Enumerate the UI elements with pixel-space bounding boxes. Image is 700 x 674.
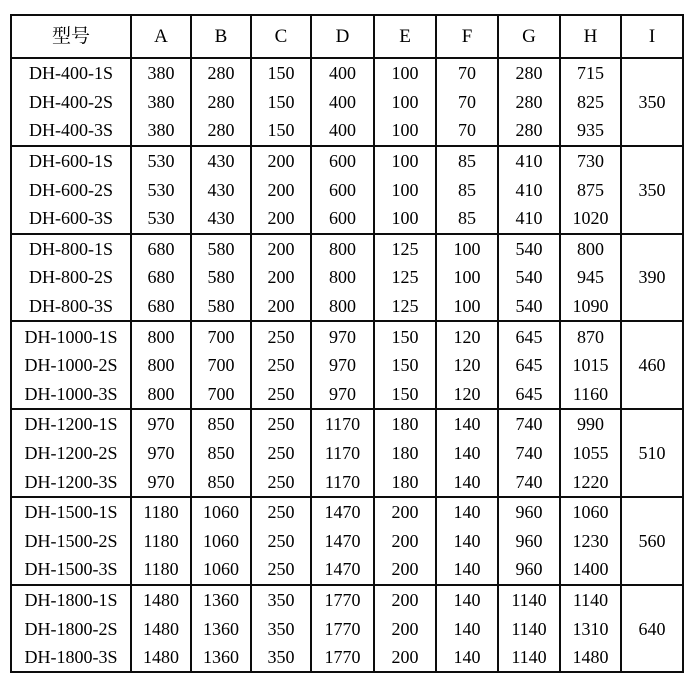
value-cell: 250 <box>251 497 311 527</box>
value-cell: 645 <box>498 321 560 351</box>
value-cell: 645 <box>498 380 560 410</box>
table-row <box>11 467 683 497</box>
model-cell: DH-1200-2S <box>11 439 131 468</box>
value-cell: 730 <box>560 146 621 176</box>
value-cell: 430 <box>191 175 251 204</box>
model-cell: DH-400-2S <box>11 88 131 117</box>
value-cell: 1060 <box>191 555 251 585</box>
value-cell: 1180 <box>131 497 191 527</box>
value-cell: 180 <box>374 467 436 497</box>
value-cell: 1140 <box>560 585 621 615</box>
model-cell: DH-400-3S <box>11 116 131 146</box>
value-cell: 740 <box>498 409 560 439</box>
model-cell: DH-1200-3S <box>11 467 131 497</box>
value-cell: 1060 <box>191 497 251 527</box>
value-cell: 125 <box>374 292 436 322</box>
i-value-cell: 460 <box>621 321 683 409</box>
value-cell: 200 <box>251 146 311 176</box>
value-cell: 1015 <box>560 351 621 380</box>
value-cell: 1400 <box>560 555 621 585</box>
value-cell: 100 <box>436 292 498 322</box>
value-cell: 200 <box>251 234 311 264</box>
value-cell: 1360 <box>191 585 251 615</box>
value-cell: 380 <box>131 88 191 117</box>
value-cell: 430 <box>191 146 251 176</box>
table-row <box>11 146 683 176</box>
model-cell: DH-1500-1S <box>11 497 131 527</box>
table-row <box>11 497 683 527</box>
value-cell: 150 <box>251 116 311 146</box>
model-cell: DH-1800-2S <box>11 614 131 643</box>
value-cell: 600 <box>311 204 374 234</box>
value-cell: 580 <box>191 292 251 322</box>
value-cell: 600 <box>311 175 374 204</box>
value-cell: 800 <box>311 292 374 322</box>
value-cell: 140 <box>436 439 498 468</box>
value-cell: 250 <box>251 467 311 497</box>
value-cell: 990 <box>560 409 621 439</box>
value-cell: 970 <box>311 321 374 351</box>
value-cell: 250 <box>251 555 311 585</box>
column-header: F <box>436 15 498 58</box>
value-cell: 430 <box>191 204 251 234</box>
value-cell: 960 <box>498 497 560 527</box>
value-cell: 100 <box>374 204 436 234</box>
value-cell: 250 <box>251 380 311 410</box>
model-cell: DH-600-2S <box>11 175 131 204</box>
column-header: E <box>374 15 436 58</box>
value-cell: 250 <box>251 439 311 468</box>
value-cell: 540 <box>498 263 560 292</box>
value-cell: 200 <box>374 555 436 585</box>
value-cell: 1170 <box>311 467 374 497</box>
value-cell: 70 <box>436 116 498 146</box>
table-row <box>11 439 683 468</box>
value-cell: 1180 <box>131 527 191 556</box>
value-cell: 1055 <box>560 439 621 468</box>
value-cell: 280 <box>191 116 251 146</box>
value-cell: 140 <box>436 467 498 497</box>
value-cell: 200 <box>374 585 436 615</box>
value-cell: 1060 <box>191 527 251 556</box>
column-header: C <box>251 15 311 58</box>
value-cell: 410 <box>498 204 560 234</box>
model-cell: DH-800-1S <box>11 234 131 264</box>
model-column-header: 型号 <box>11 15 131 58</box>
model-spec-table <box>10 14 684 673</box>
table-row <box>11 527 683 556</box>
column-header: B <box>191 15 251 58</box>
value-cell: 1480 <box>131 585 191 615</box>
table-row <box>11 263 683 292</box>
i-value-cell: 510 <box>621 409 683 497</box>
value-cell: 140 <box>436 409 498 439</box>
value-cell: 800 <box>131 380 191 410</box>
table-row <box>11 380 683 410</box>
value-cell: 140 <box>436 497 498 527</box>
value-cell: 1060 <box>560 497 621 527</box>
value-cell: 530 <box>131 146 191 176</box>
value-cell: 870 <box>560 321 621 351</box>
value-cell: 700 <box>191 351 251 380</box>
value-cell: 945 <box>560 263 621 292</box>
model-cell: DH-1000-2S <box>11 351 131 380</box>
value-cell: 350 <box>251 643 311 673</box>
value-cell: 120 <box>436 321 498 351</box>
value-cell: 280 <box>498 58 560 88</box>
table-row <box>11 292 683 322</box>
value-cell: 680 <box>131 292 191 322</box>
model-cell: DH-1200-1S <box>11 409 131 439</box>
value-cell: 1170 <box>311 409 374 439</box>
model-cell: DH-600-1S <box>11 146 131 176</box>
value-cell: 645 <box>498 351 560 380</box>
value-cell: 600 <box>311 146 374 176</box>
table-row <box>11 585 683 615</box>
value-cell: 1170 <box>311 439 374 468</box>
value-cell: 200 <box>251 263 311 292</box>
value-cell: 140 <box>436 527 498 556</box>
value-cell: 970 <box>311 380 374 410</box>
value-cell: 715 <box>560 58 621 88</box>
model-cell: DH-1000-3S <box>11 380 131 410</box>
value-cell: 850 <box>191 409 251 439</box>
table-row <box>11 58 683 88</box>
value-cell: 1140 <box>498 643 560 673</box>
table-row <box>11 116 683 146</box>
value-cell: 1770 <box>311 643 374 673</box>
value-cell: 100 <box>374 116 436 146</box>
value-cell: 250 <box>251 409 311 439</box>
model-cell: DH-1800-3S <box>11 643 131 673</box>
value-cell: 960 <box>498 555 560 585</box>
value-cell: 120 <box>436 351 498 380</box>
value-cell: 180 <box>374 439 436 468</box>
value-cell: 250 <box>251 527 311 556</box>
value-cell: 935 <box>560 116 621 146</box>
value-cell: 140 <box>436 643 498 673</box>
value-cell: 1360 <box>191 643 251 673</box>
i-value-cell: 350 <box>621 58 683 146</box>
value-cell: 410 <box>498 146 560 176</box>
value-cell: 875 <box>560 175 621 204</box>
table-row <box>11 555 683 585</box>
value-cell: 1230 <box>560 527 621 556</box>
value-cell: 540 <box>498 292 560 322</box>
value-cell: 200 <box>251 204 311 234</box>
model-cell: DH-1800-1S <box>11 585 131 615</box>
value-cell: 700 <box>191 321 251 351</box>
table-row <box>11 614 683 643</box>
value-cell: 410 <box>498 175 560 204</box>
value-cell: 120 <box>436 380 498 410</box>
value-cell: 250 <box>251 351 311 380</box>
value-cell: 140 <box>436 555 498 585</box>
value-cell: 540 <box>498 234 560 264</box>
value-cell: 400 <box>311 58 374 88</box>
i-value-cell: 350 <box>621 146 683 234</box>
value-cell: 1470 <box>311 497 374 527</box>
value-cell: 150 <box>374 321 436 351</box>
value-cell: 580 <box>191 263 251 292</box>
value-cell: 70 <box>436 88 498 117</box>
header-row <box>11 15 683 58</box>
value-cell: 280 <box>498 88 560 117</box>
value-cell: 250 <box>251 321 311 351</box>
value-cell: 1310 <box>560 614 621 643</box>
value-cell: 680 <box>131 234 191 264</box>
value-cell: 125 <box>374 234 436 264</box>
column-header: A <box>131 15 191 58</box>
value-cell: 530 <box>131 175 191 204</box>
value-cell: 1470 <box>311 555 374 585</box>
model-cell: DH-400-1S <box>11 58 131 88</box>
value-cell: 100 <box>374 146 436 176</box>
value-cell: 1360 <box>191 614 251 643</box>
spec-table-container <box>10 14 684 673</box>
model-cell: DH-1000-1S <box>11 321 131 351</box>
value-cell: 1770 <box>311 614 374 643</box>
value-cell: 200 <box>251 292 311 322</box>
value-cell: 100 <box>436 263 498 292</box>
model-cell: DH-600-3S <box>11 204 131 234</box>
value-cell: 1140 <box>498 585 560 615</box>
table-row <box>11 643 683 673</box>
value-cell: 70 <box>436 58 498 88</box>
model-cell: DH-1500-2S <box>11 527 131 556</box>
table-row <box>11 204 683 234</box>
value-cell: 125 <box>374 263 436 292</box>
value-cell: 740 <box>498 467 560 497</box>
value-cell: 1020 <box>560 204 621 234</box>
value-cell: 580 <box>191 234 251 264</box>
value-cell: 100 <box>374 58 436 88</box>
value-cell: 1140 <box>498 614 560 643</box>
value-cell: 1180 <box>131 555 191 585</box>
value-cell: 380 <box>131 116 191 146</box>
value-cell: 850 <box>191 467 251 497</box>
value-cell: 200 <box>374 614 436 643</box>
value-cell: 1470 <box>311 527 374 556</box>
value-cell: 1090 <box>560 292 621 322</box>
value-cell: 150 <box>251 88 311 117</box>
value-cell: 1220 <box>560 467 621 497</box>
i-value-cell: 560 <box>621 497 683 585</box>
value-cell: 280 <box>191 58 251 88</box>
value-cell: 825 <box>560 88 621 117</box>
value-cell: 200 <box>374 497 436 527</box>
value-cell: 280 <box>191 88 251 117</box>
value-cell: 140 <box>436 614 498 643</box>
value-cell: 150 <box>251 58 311 88</box>
table-row <box>11 88 683 117</box>
value-cell: 970 <box>131 409 191 439</box>
value-cell: 200 <box>374 527 436 556</box>
value-cell: 1480 <box>131 643 191 673</box>
column-header: G <box>498 15 560 58</box>
value-cell: 100 <box>374 88 436 117</box>
value-cell: 680 <box>131 263 191 292</box>
value-cell: 85 <box>436 146 498 176</box>
value-cell: 380 <box>131 58 191 88</box>
value-cell: 200 <box>251 175 311 204</box>
value-cell: 800 <box>311 263 374 292</box>
model-cell: DH-800-2S <box>11 263 131 292</box>
i-value-cell: 390 <box>621 234 683 322</box>
value-cell: 350 <box>251 585 311 615</box>
value-cell: 1480 <box>560 643 621 673</box>
value-cell: 150 <box>374 351 436 380</box>
value-cell: 970 <box>131 439 191 468</box>
table-row <box>11 409 683 439</box>
table-row <box>11 234 683 264</box>
value-cell: 850 <box>191 439 251 468</box>
value-cell: 800 <box>131 351 191 380</box>
value-cell: 800 <box>131 321 191 351</box>
value-cell: 960 <box>498 527 560 556</box>
i-value-cell: 640 <box>621 585 683 673</box>
value-cell: 700 <box>191 380 251 410</box>
column-header: I <box>621 15 683 58</box>
model-cell: DH-800-3S <box>11 292 131 322</box>
value-cell: 100 <box>374 175 436 204</box>
table-row <box>11 175 683 204</box>
value-cell: 800 <box>311 234 374 264</box>
table-body <box>11 58 683 672</box>
value-cell: 970 <box>311 351 374 380</box>
value-cell: 140 <box>436 585 498 615</box>
column-header: D <box>311 15 374 58</box>
value-cell: 740 <box>498 439 560 468</box>
value-cell: 180 <box>374 409 436 439</box>
model-cell: DH-1500-3S <box>11 555 131 585</box>
table-row <box>11 321 683 351</box>
value-cell: 1480 <box>131 614 191 643</box>
table-row <box>11 351 683 380</box>
value-cell: 85 <box>436 175 498 204</box>
value-cell: 150 <box>374 380 436 410</box>
column-header: H <box>560 15 621 58</box>
value-cell: 200 <box>374 643 436 673</box>
value-cell: 1160 <box>560 380 621 410</box>
value-cell: 400 <box>311 116 374 146</box>
value-cell: 100 <box>436 234 498 264</box>
value-cell: 530 <box>131 204 191 234</box>
value-cell: 970 <box>131 467 191 497</box>
value-cell: 350 <box>251 614 311 643</box>
value-cell: 85 <box>436 204 498 234</box>
value-cell: 800 <box>560 234 621 264</box>
value-cell: 1770 <box>311 585 374 615</box>
value-cell: 280 <box>498 116 560 146</box>
value-cell: 400 <box>311 88 374 117</box>
